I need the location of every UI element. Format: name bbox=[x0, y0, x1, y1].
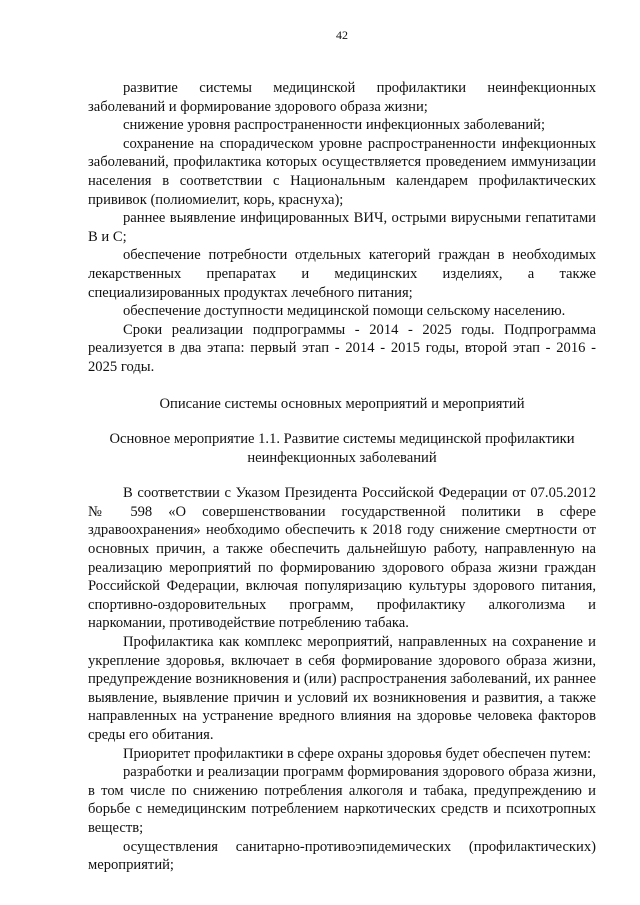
paragraph-prevention: Профилактика как комплекс мероприятий, направленных на сохранение и укрепление здоровья, включает в себя формирование здорового образа жизни, предупреждение возникновения и (или) распространения заболеваний, их раннее выявление, выявление причин и условий их возникновения и развития, а также направленных на устранение вредного влияния на здоровье человека факторов среды его обитания. bbox=[88, 634, 596, 743]
paragraph-goal-4: раннее выявление инфицированных ВИЧ, острыми вирусными гепатитами В и С; bbox=[88, 210, 596, 245]
subsection-heading: Основное мероприятие 1.1. Развитие системы медицинской профилактики неинфекционных заболеваний bbox=[109, 431, 575, 466]
paragraph-decree: В соответствии с Указом Президента Российской Федерации от 07.05.2012 № 598 «О совершенствовании государственной политики в сфере здравоохранения» необходимо обеспечить к 2018 году снижение смертности от основных причин, а также обеспечить дальнейшую работу, направленную на реализацию мероприятий по формированию здорового образа жизни граждан Российской Федерации, включая популяризацию культуры здорового питания, спортивно-оздоровительных программ, профилактику алкоголизма и наркомании, противодействие потреблению табака. bbox=[88, 485, 596, 632]
paragraph-goal-3: сохранение на спорадическом уровне распространенности инфекционных заболеваний, профилактика которых осуществляется проведением иммунизации населения в соответствии с Национальным календарем профилактических прививок (полиомиелит, корь, краснуха); bbox=[88, 135, 596, 208]
body-text bbox=[88, 484, 596, 874]
paragraph-goal-6: обеспечение доступности медицинской помощи сельскому населению. bbox=[123, 303, 566, 320]
section-heading: Описание системы основных мероприятий и мероприятий bbox=[159, 395, 525, 412]
paragraph-programs: разработки и реализации программ формирования здорового образа жизни, в том числе по снижению потребления алкоголя и табака, предупреждению и борьбе с немедицинским потреблением наркотических средств и психотропных веществ; bbox=[88, 764, 596, 836]
page-number: 42 bbox=[336, 28, 348, 42]
paragraph-goal-2: снижение уровня распространенности инфекционных заболеваний; bbox=[123, 117, 545, 134]
paragraph-sanitary: осуществления санитарно-противоэпидемических (профилактических) мероприятий; bbox=[88, 838, 596, 874]
goals-list bbox=[88, 79, 596, 377]
paragraph-goal-1: развитие системы медицинской профилактики неинфекционных заболеваний и формирование здорового образа жизни; bbox=[88, 80, 596, 115]
paragraph-goal-5: обеспечение потребности отдельных категорий граждан в необходимых лекарственных препаратах и медицинских изделиях, а также специализированных продуктах лечебного питания; bbox=[88, 247, 596, 301]
paragraph-priority: Приоритет профилактики в сфере охраны здоровья будет обеспечен путем: bbox=[123, 745, 592, 762]
paragraph-timeline: Сроки реализации подпрограммы - 2014 - 2025 годы. Подпрограмма реализуется в два этапа: первый этап - 2014 - 2015 годы, второй этап - 2016 - 2025 годы. bbox=[88, 321, 596, 375]
